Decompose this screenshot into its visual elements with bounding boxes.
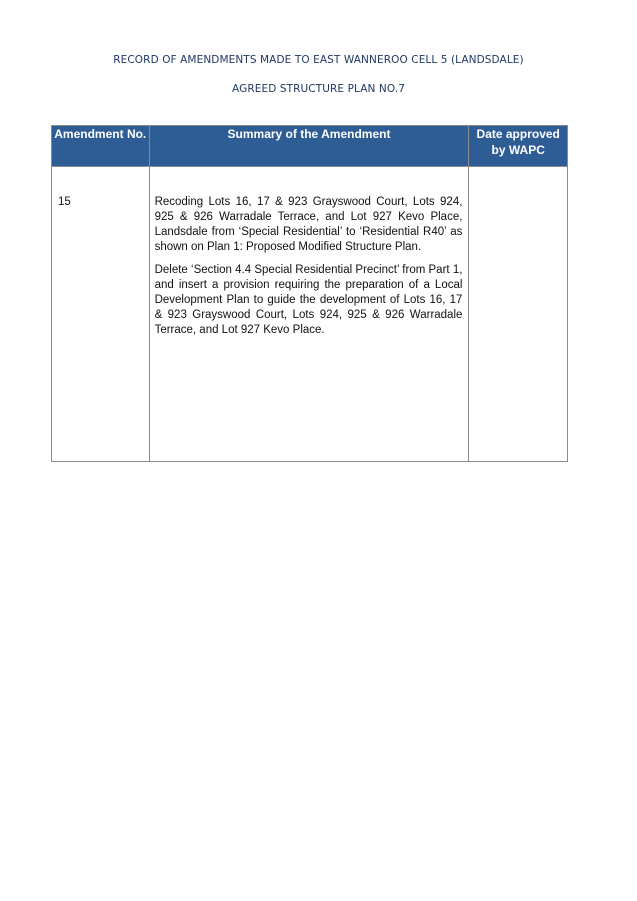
document-subtitle: AGREED STRUCTURE PLAN NO.7	[232, 83, 405, 95]
header-amendment-no: Amendment No.	[52, 126, 150, 167]
amendment-number-cell: 15	[52, 167, 150, 462]
amendment-summary-cell	[149, 167, 469, 462]
summary-paragraph: Delete ‘Section 4.4 Special Residential Precinct’ from Part 1, and insert a provision requiring the preparation of a Local Development Plan to guide the development of Lots 16, 17 & 923 Grayswood Court, Lots 924, 925 & 926 Warradale Terrace, and Lot 927 Kevo Place.	[154, 264, 463, 336]
summary-paragraph: Recoding Lots 16, 17 & 923 Grayswood Court, Lots 924, 925 & 926 Warradale Terrace, and Lot 927 Kevo Place, Landsdale from ‘Special Residential’ to ‘Residential R40’ as shown on Plan 1: Proposed Modified Structure Plan.	[154, 196, 463, 253]
header-date-approved: Date approved by WAPC	[469, 126, 568, 167]
document-title: RECORD OF AMENDMENTS MADE TO EAST WANNEROO CELL 5 (LANDSDALE)	[113, 54, 524, 66]
header-summary: Summary of the Amendment	[149, 126, 469, 167]
date-approved-cell	[469, 167, 568, 462]
amendments-table	[51, 125, 568, 462]
table-header-row	[52, 126, 568, 167]
table-row	[52, 167, 568, 462]
